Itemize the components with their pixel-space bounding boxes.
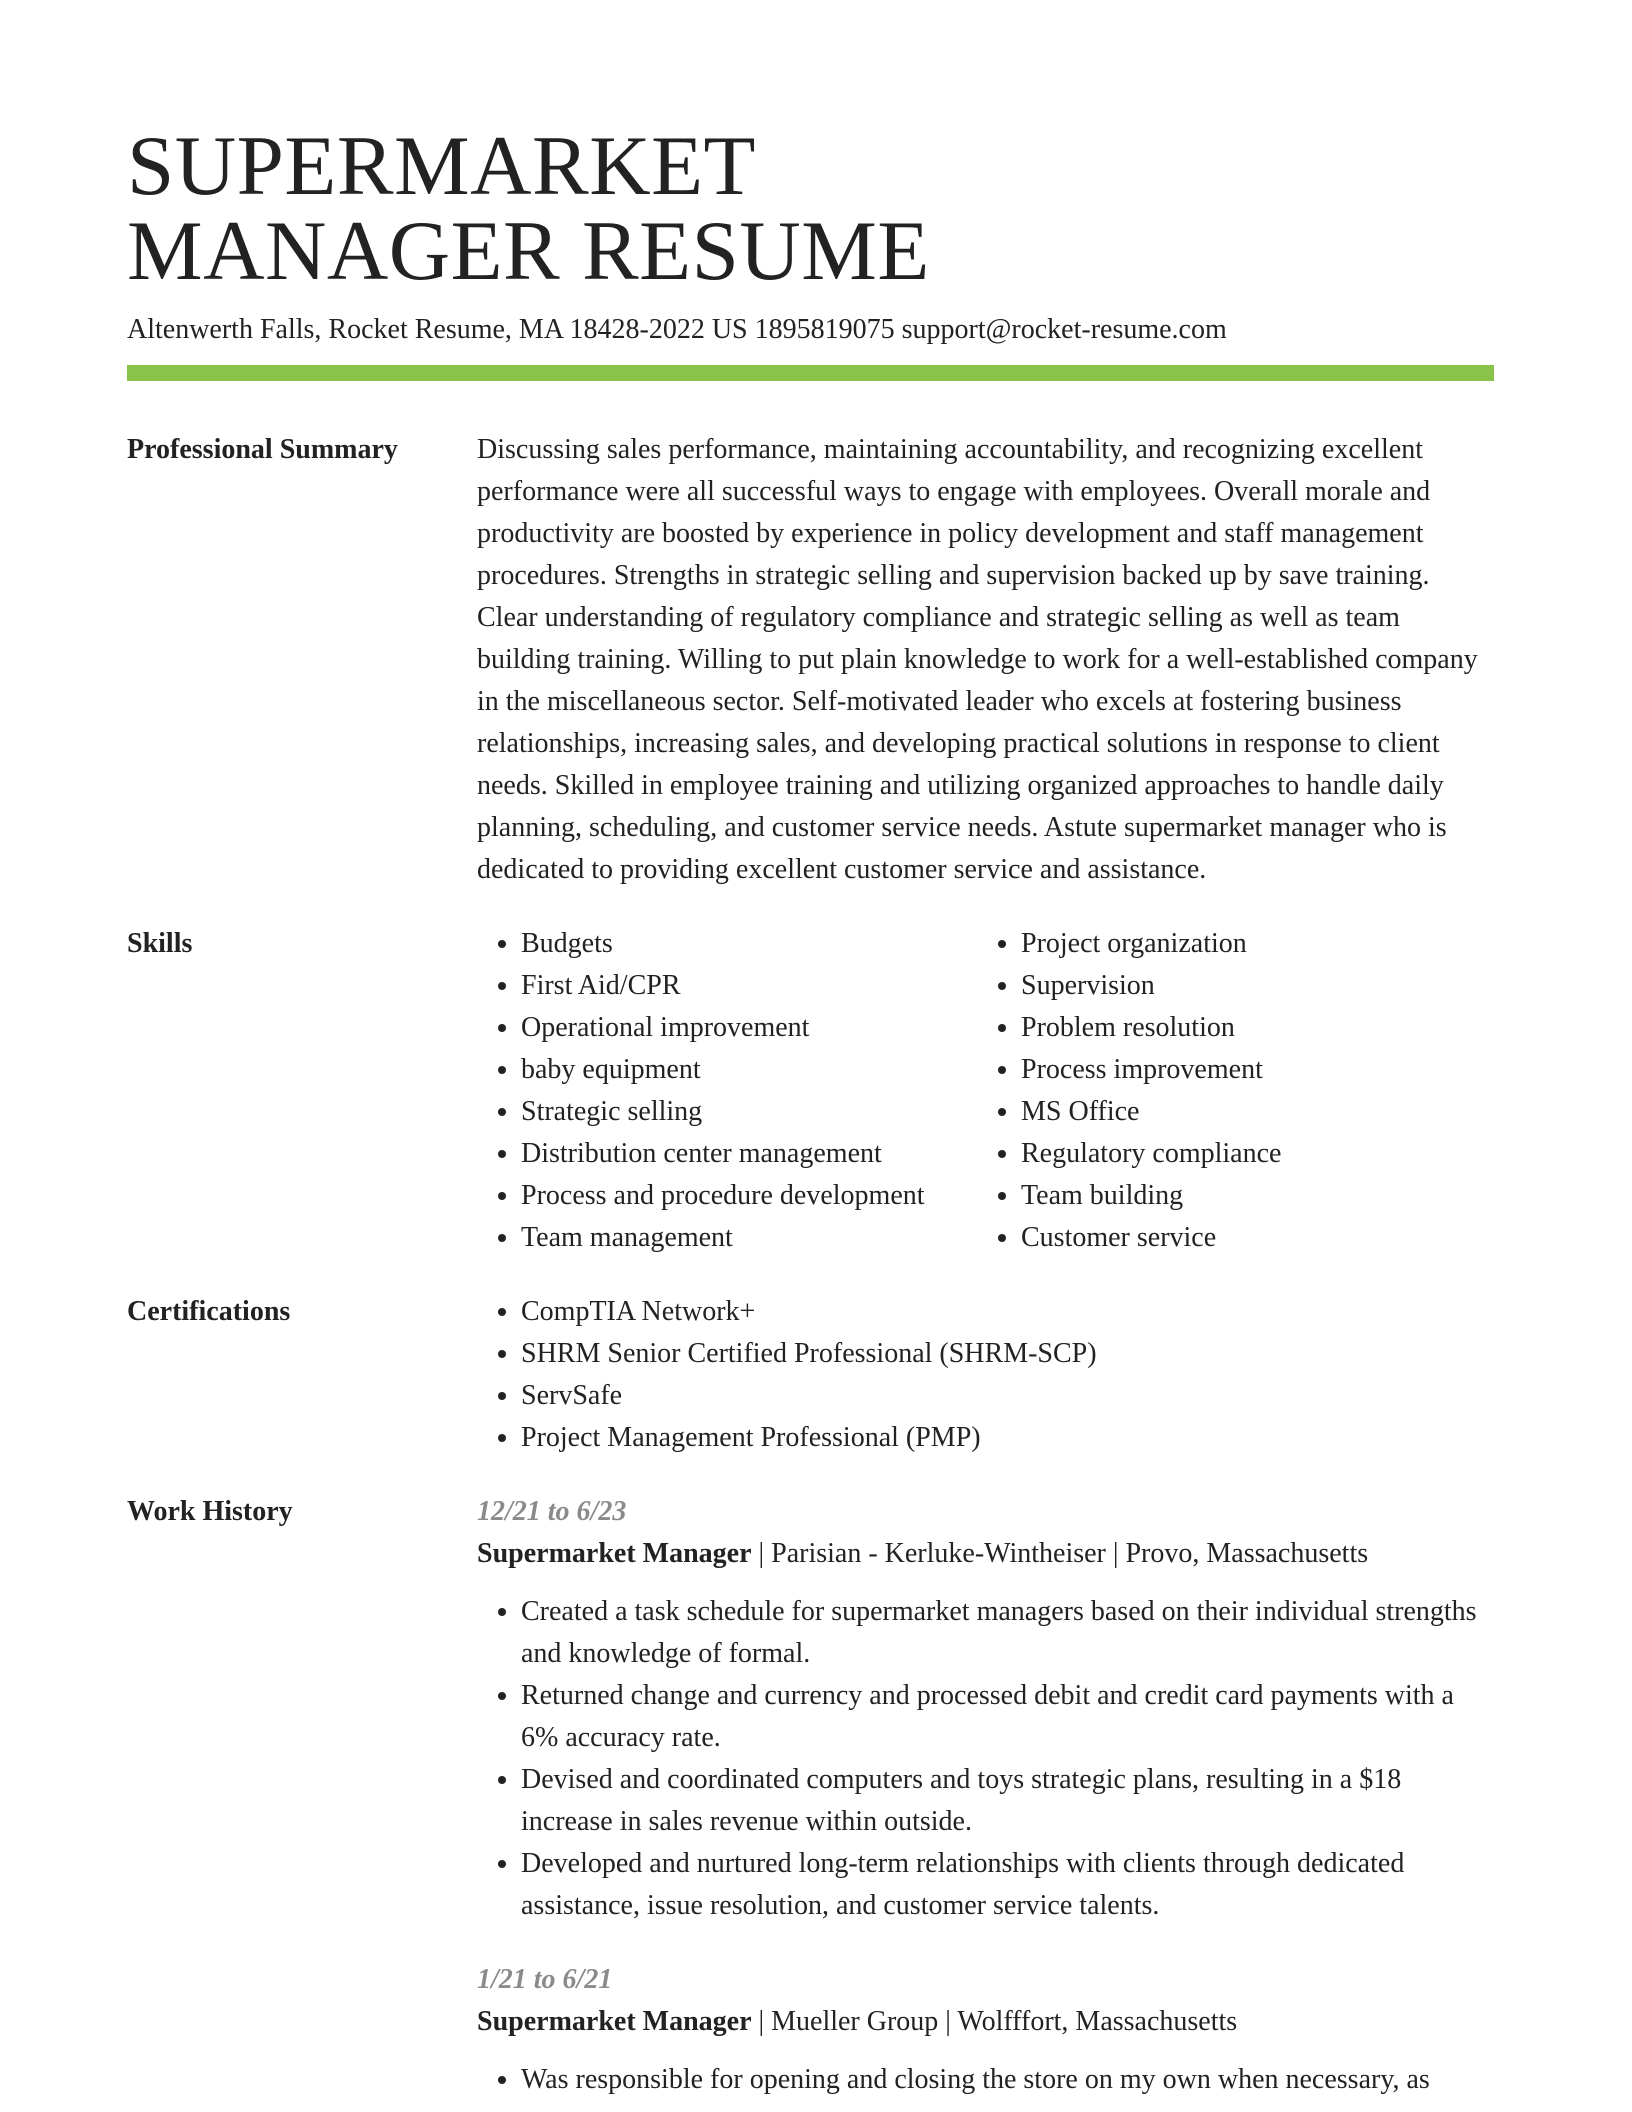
- skill-item: • Strategic selling: [521, 1091, 977, 1133]
- summary-heading: Professional Summary: [127, 434, 398, 465]
- skill-item: • Customer service: [1021, 1217, 1477, 1259]
- skill-item: • Process improvement: [1021, 1049, 1477, 1091]
- skill-item: • Operational improvement: [521, 1007, 977, 1049]
- skill-item: • Process and procedure development: [521, 1175, 977, 1217]
- job-bullet: • Returned change and currency and processed debit and credit card payments with a 6% accuracy rate.: [521, 1675, 1494, 1759]
- job-dates: 1/21 to 6/21: [477, 1964, 613, 1995]
- job-bullet: • Created a task schedule for supermarket managers based on their individual strengths and knowledge of formal.: [521, 1591, 1494, 1675]
- job-heading: [477, 1533, 1494, 1575]
- skill-item: • Budgets: [521, 923, 977, 965]
- job-employer-location: | Parisian - Kerluke-Wintheiser | Provo, Massachusetts: [751, 1538, 1369, 1569]
- skills-list-left: [477, 923, 977, 1259]
- skills-heading: Skills: [127, 928, 193, 959]
- summary-text: Discussing sales performance, maintaining accountability, and recognizing excellent performance were all successful ways to engage with employees. Overall morale and productivity are boosted by experience in policy development and staff management procedures. Strengths in strategic selling and supervision backed up by save training. Clear understanding of regulatory compliance and strategic selling as well as team building training. Willing to put plain knowledge to work for a well-established company in the miscellaneous sector. Self-motivated leader who excels at fostering business relationships, increasing sales, and developing practical solutions in response to client needs. Skilled in employee training and utilizing organized approaches to handle daily planning, scheduling, and customer service needs. Astute supermarket manager who is dedicated to providing excellent customer service and assistance.: [477, 434, 1478, 885]
- job-bullet: • Developed and nurtured long-term relationships with clients through dedicated assistance, issue resolution, and customer service talents.: [521, 1843, 1494, 1927]
- certifications-heading: Certifications: [127, 1296, 291, 1327]
- skill-item: • baby equipment: [521, 1049, 977, 1091]
- resume-title: [127, 119, 1494, 298]
- certification-item: • ServSafe: [521, 1375, 1494, 1417]
- job-bullets: [477, 1591, 1494, 1927]
- job-title: Supermarket Manager: [477, 1538, 752, 1569]
- contact-info: Altenwerth Falls, Rocket Resume, MA 18428-2022 US 1895819075 support@rocket-resume.com: [127, 314, 1227, 345]
- certifications-section: [127, 1291, 1494, 1459]
- work-history-heading: Work History: [127, 1496, 293, 1527]
- job-heading: [477, 2001, 1494, 2043]
- job-employer-location: | Mueller Group | Wolfffort, Massachusetts: [751, 2006, 1238, 2037]
- certification-item: • SHRM Senior Certified Professional (SHRM-SCP): [521, 1333, 1494, 1375]
- job-entry: [477, 1959, 1494, 2101]
- skill-item: • Supervision: [1021, 965, 1477, 1007]
- certification-item: • CompTIA Network+: [521, 1291, 1494, 1333]
- skills-section: [127, 923, 1494, 1259]
- resume-title-line-2: MANAGER RESUME: [127, 204, 930, 298]
- resume-title-line-1: SUPERMARKET: [127, 119, 756, 213]
- certifications-list: [477, 1291, 1494, 1459]
- job-dates: 12/21 to 6/23: [477, 1496, 627, 1527]
- skill-item: • Team management: [521, 1217, 977, 1259]
- job-title: Supermarket Manager: [477, 2006, 752, 2037]
- work-history-section: [127, 1491, 1494, 2101]
- summary-section: [127, 429, 1494, 891]
- job-bullets: [477, 2059, 1494, 2101]
- skill-item: • Distribution center management: [521, 1133, 977, 1175]
- skill-item: • MS Office: [1021, 1091, 1477, 1133]
- skill-item: • Problem resolution: [1021, 1007, 1477, 1049]
- skill-item: • Project organization: [1021, 923, 1477, 965]
- skill-item: • Team building: [1021, 1175, 1477, 1217]
- skills-list-right: [977, 923, 1477, 1259]
- resume-page: [127, 119, 1494, 2101]
- job-bullet: • Was responsible for opening and closing the store on my own when necessary, as: [521, 2059, 1494, 2101]
- job-bullet: • Devised and coordinated computers and toys strategic plans, resulting in a $18 increase in sales revenue within outside.: [521, 1759, 1494, 1843]
- skill-item: • Regulatory compliance: [1021, 1133, 1477, 1175]
- job-entry: [477, 1491, 1494, 1927]
- certification-item: • Project Management Professional (PMP): [521, 1417, 1494, 1459]
- skill-item: • First Aid/CPR: [521, 965, 977, 1007]
- accent-divider: [127, 365, 1494, 381]
